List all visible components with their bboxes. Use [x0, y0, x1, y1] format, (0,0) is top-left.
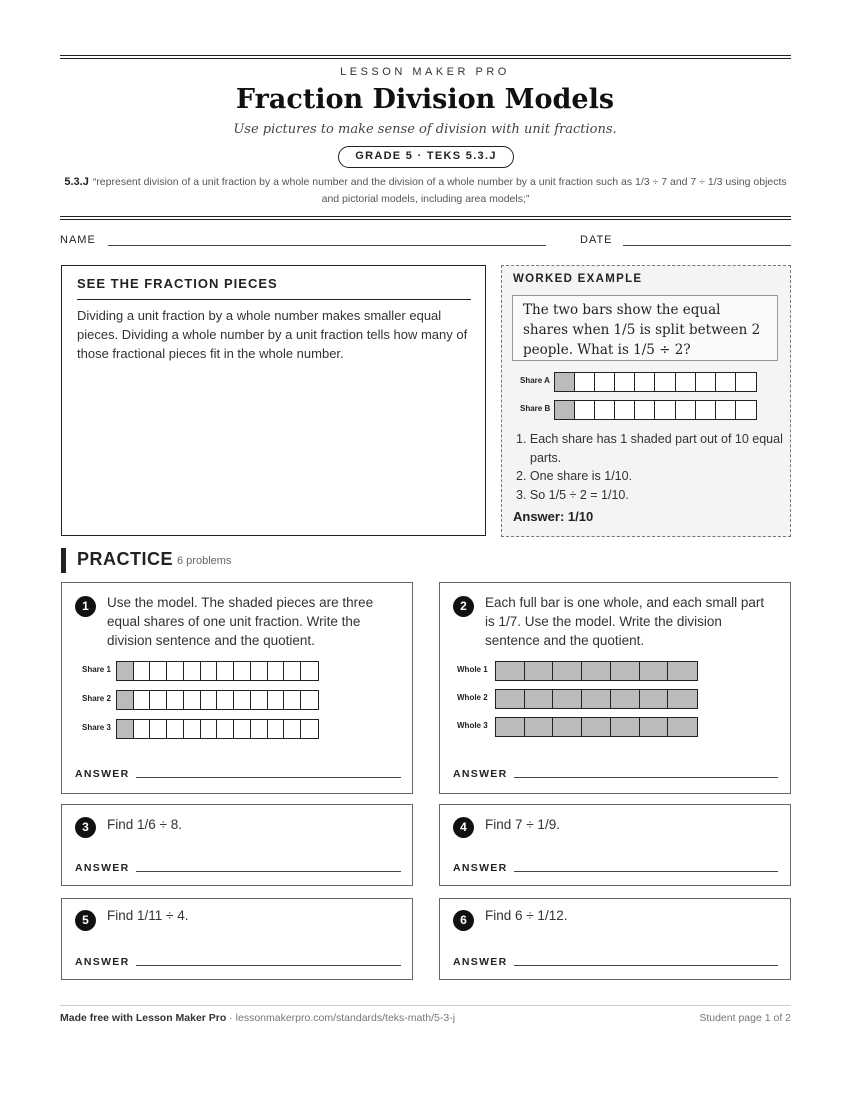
- shaded-part: [640, 690, 669, 708]
- unshaded-part: [301, 720, 318, 738]
- fraction-bar-row: [457, 717, 700, 737]
- shaded-part: [640, 718, 669, 736]
- answer-field[interactable]: [514, 965, 778, 966]
- unshaded-part: [615, 401, 635, 419]
- shaded-part: [611, 690, 640, 708]
- shaded-part: [525, 690, 554, 708]
- worked-example-box: [501, 265, 791, 537]
- unshaded-part: [575, 401, 595, 419]
- unshaded-part: [635, 401, 655, 419]
- problem-text: Find 7 ÷ 1/9.: [485, 817, 560, 832]
- fraction-bar-label: Whole 2: [457, 693, 488, 702]
- practice-title: PRACTICE: [77, 549, 174, 569]
- header-rule-top: [60, 55, 791, 56]
- problem-card-2: [439, 582, 791, 794]
- unshaded-part: [575, 373, 595, 391]
- unshaded-part: [251, 691, 268, 709]
- unshaded-part: [268, 662, 285, 680]
- fraction-bar-label: Whole 3: [457, 721, 488, 730]
- problem-text: Find 1/6 ÷ 8.: [107, 817, 182, 832]
- shaded-part: [582, 662, 611, 680]
- shaded-part: [582, 718, 611, 736]
- shaded-part: [496, 718, 525, 736]
- footer-made-with: Made free with Lesson Maker Pro: [60, 1012, 227, 1024]
- fraction-bar-row: [520, 372, 759, 392]
- answer-label: ANSWER: [75, 768, 130, 780]
- problem-card-5: [61, 898, 413, 980]
- fraction-bar: [116, 690, 319, 710]
- unshaded-part: [167, 662, 184, 680]
- standard-text: “represent division of a unit fraction by a whole number and the division of a whole number by a unit fraction such as 1/3 ÷ 7 and 7 ÷ 1/3 using objects and pictorial models, including area models;”: [92, 176, 787, 205]
- problem-card-3: [61, 804, 413, 886]
- unshaded-part: [284, 662, 301, 680]
- shaded-part: [553, 690, 582, 708]
- answer-field[interactable]: [136, 777, 401, 778]
- shaded-part: [496, 690, 525, 708]
- unshaded-part: [268, 720, 285, 738]
- standard-description: [60, 174, 791, 208]
- unshaded-part: [284, 691, 301, 709]
- worked-step: 1. Each share has 1 shaded part out of 10 equal parts.: [516, 432, 783, 465]
- standard-code: 5.3.J: [64, 176, 89, 188]
- fraction-bar: [554, 400, 757, 420]
- shaded-part: [555, 373, 575, 391]
- unshaded-part: [716, 373, 736, 391]
- problem-text: Each full bar is one whole, and each small part is 1/7. Use the model. Write the division sentence and the quotient.: [485, 595, 765, 648]
- shaded-part: [117, 662, 134, 680]
- see-pieces-body: Dividing a unit fraction by a whole number makes smaller equal pieces. Dividing a whole number by a unit fraction tells how many of those fractional pieces fit in the whole number.: [77, 308, 468, 361]
- fraction-bar: [495, 717, 698, 737]
- unshaded-part: [184, 691, 201, 709]
- footer-credit: [60, 1012, 455, 1024]
- fraction-bar-row: [82, 661, 323, 681]
- shaded-part: [525, 662, 554, 680]
- unshaded-part: [134, 662, 151, 680]
- unshaded-part: [655, 373, 675, 391]
- answer-field[interactable]: [514, 777, 778, 778]
- fraction-bar: [116, 661, 319, 681]
- problem-number-badge: 2: [453, 596, 474, 617]
- answer-label: ANSWER: [453, 956, 508, 968]
- problem-text: Find 6 ÷ 1/12.: [485, 908, 568, 923]
- fraction-bar-label: Share B: [520, 404, 551, 413]
- unshaded-part: [184, 720, 201, 738]
- worked-example-question: The two bars show the equal shares when 1/5 is split between 2 people. What is 1/5 ÷ 2?: [512, 295, 778, 361]
- unshaded-part: [676, 401, 696, 419]
- footer-url[interactable]: · lessonmakerpro.com/standards/teks-math/5-3-j: [226, 1012, 456, 1024]
- unshaded-part: [150, 662, 167, 680]
- unshaded-part: [184, 662, 201, 680]
- worked-step: 2. One share is 1/10.: [516, 469, 633, 483]
- unshaded-part: [234, 691, 251, 709]
- unshaded-part: [301, 691, 318, 709]
- answer-label: ANSWER: [453, 862, 508, 874]
- see-pieces-divider: [77, 299, 471, 300]
- shaded-part: [668, 718, 697, 736]
- footer-page-number: Student page 1 of 2: [699, 1012, 791, 1024]
- answer-label: ANSWER: [453, 768, 508, 780]
- shaded-part: [640, 662, 669, 680]
- fraction-bar-row: [457, 689, 700, 709]
- shaded-part: [117, 720, 134, 738]
- fraction-bar-row: [82, 690, 323, 710]
- unshaded-part: [716, 401, 736, 419]
- answer-field[interactable]: [514, 871, 778, 872]
- unshaded-part: [251, 662, 268, 680]
- see-pieces-box: [61, 265, 486, 536]
- see-pieces-title: SEE THE FRACTION PIECES: [77, 276, 278, 291]
- unshaded-part: [268, 691, 285, 709]
- problem-number-badge: 5: [75, 910, 96, 931]
- unshaded-part: [201, 720, 218, 738]
- answer-field[interactable]: [136, 871, 401, 872]
- worked-example-title: WORKED EXAMPLE: [513, 273, 643, 285]
- problem-card-1: [61, 582, 413, 794]
- worked-example-answer: Answer: 1/10: [513, 509, 594, 524]
- fraction-bar: [554, 372, 757, 392]
- unshaded-part: [201, 662, 218, 680]
- shaded-part: [553, 718, 582, 736]
- fraction-bar: [116, 719, 319, 739]
- unshaded-part: [217, 662, 234, 680]
- unshaded-part: [635, 373, 655, 391]
- worked-example-steps: [516, 430, 786, 504]
- problem-number-badge: 1: [75, 596, 96, 617]
- fraction-bar-row: [520, 400, 759, 420]
- unshaded-part: [201, 691, 218, 709]
- problem-number-badge: 3: [75, 817, 96, 838]
- practice-accent-bar: [61, 548, 66, 573]
- unshaded-part: [217, 691, 234, 709]
- page-subtitle: Use pictures to make sense of division with unit fractions.: [233, 122, 617, 137]
- date-label: DATE: [580, 234, 613, 246]
- problem-number-badge: 6: [453, 910, 474, 931]
- unshaded-part: [234, 720, 251, 738]
- unshaded-part: [736, 401, 756, 419]
- shaded-part: [117, 691, 134, 709]
- unshaded-part: [696, 373, 716, 391]
- name-field[interactable]: [108, 245, 546, 246]
- page-title: Fraction Division Models: [235, 84, 615, 115]
- fraction-bar-label: Share 2: [82, 694, 111, 703]
- brand-name: LESSON MAKER PRO: [340, 66, 510, 78]
- unshaded-part: [167, 691, 184, 709]
- name-label: NAME: [60, 234, 96, 246]
- grade-badge: GRADE 5 · TEKS 5.3.J: [338, 146, 514, 168]
- header-rule-bottom: [60, 216, 791, 217]
- unshaded-part: [595, 401, 615, 419]
- answer-label: ANSWER: [75, 956, 130, 968]
- shaded-part: [553, 662, 582, 680]
- fraction-bar-row: [457, 661, 700, 681]
- unshaded-part: [134, 720, 151, 738]
- problem-text: Use the model. The shaded pieces are three equal shares of one unit fraction. Write the division sentence and the quotient.: [107, 595, 374, 648]
- unshaded-part: [134, 691, 151, 709]
- problem-text: Find 1/11 ÷ 4.: [107, 908, 189, 923]
- footer-divider: [60, 1005, 791, 1006]
- shaded-part: [611, 718, 640, 736]
- problem-card-6: [439, 898, 791, 980]
- problem-card-4: [439, 804, 791, 886]
- unshaded-part: [150, 691, 167, 709]
- shaded-part: [668, 662, 697, 680]
- fraction-bar-label: Share 1: [82, 665, 111, 674]
- shaded-part: [525, 718, 554, 736]
- problem-number-badge: 4: [453, 817, 474, 838]
- unshaded-part: [217, 720, 234, 738]
- shaded-part: [496, 662, 525, 680]
- unshaded-part: [615, 373, 635, 391]
- fraction-bar: [495, 689, 698, 709]
- unshaded-part: [696, 401, 716, 419]
- unshaded-part: [251, 720, 268, 738]
- unshaded-part: [655, 401, 675, 419]
- fraction-bar: [495, 661, 698, 681]
- header-rule-top-inner: [60, 58, 791, 59]
- answer-field[interactable]: [136, 965, 401, 966]
- unshaded-part: [167, 720, 184, 738]
- worked-step: 3. So 1/5 ÷ 2 = 1/10.: [516, 487, 629, 502]
- practice-count: 6 problems: [177, 555, 232, 567]
- unshaded-part: [284, 720, 301, 738]
- unshaded-part: [301, 662, 318, 680]
- unshaded-part: [234, 662, 251, 680]
- header-rule-bottom-inner: [60, 219, 791, 220]
- fraction-bar-row: [82, 719, 323, 739]
- answer-label: ANSWER: [75, 862, 130, 874]
- shaded-part: [611, 662, 640, 680]
- unshaded-part: [595, 373, 615, 391]
- unshaded-part: [676, 373, 696, 391]
- unshaded-part: [736, 373, 756, 391]
- shaded-part: [582, 690, 611, 708]
- fraction-bar-label: Share 3: [82, 723, 111, 732]
- date-field[interactable]: [623, 245, 791, 246]
- shaded-part: [555, 401, 575, 419]
- fraction-bar-label: Share A: [520, 376, 550, 385]
- fraction-bar-label: Whole 1: [457, 665, 488, 674]
- shaded-part: [668, 690, 697, 708]
- unshaded-part: [150, 720, 167, 738]
